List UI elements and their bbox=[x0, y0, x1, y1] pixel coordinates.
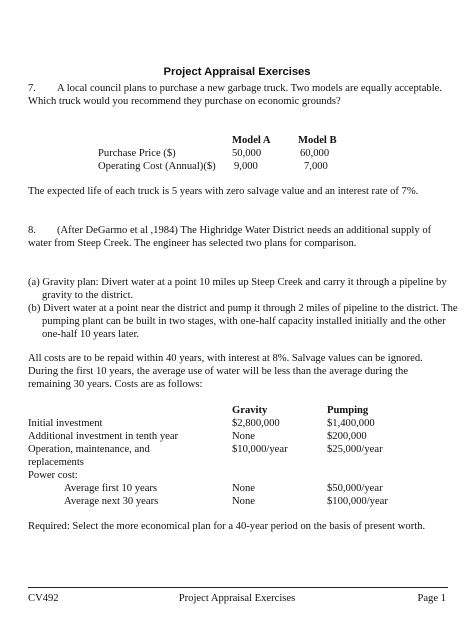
q8-row-pumping: $100,000/year bbox=[327, 496, 388, 507]
q7-header-model-b: Model B bbox=[298, 135, 337, 146]
q8-row-label: Operation, maintenance, and bbox=[28, 444, 150, 455]
q8-header-pumping: Pumping bbox=[327, 405, 369, 416]
question-7 bbox=[28, 82, 448, 108]
q8-row-label: Additional investment in tenth year bbox=[28, 431, 179, 442]
q7-row-value-a: 9,000 bbox=[234, 161, 258, 172]
question-7-text: A local council plans to purchase a new garbage truck. Two models are equally acceptable. Which truck would you recommend they purchase on economic grounds? bbox=[28, 83, 442, 107]
q8-header-gravity: Gravity bbox=[232, 405, 268, 416]
q8-costs-text: All costs are to be repaid within 40 years, with interest at 8%. Salvage values can be ignored. During the first 10 years, the average use of water will be less than the average during the remaining 30 years. Costs are as follows: bbox=[28, 353, 423, 390]
q8-row-gravity: None bbox=[232, 431, 255, 442]
q7-row-label: Purchase Price ($) bbox=[98, 148, 176, 159]
q8-plan-a: (a) Gravity plan: Divert water at a point 10 miles up Steep Creek and carry it through a pipeline by gravity to the district. bbox=[28, 277, 447, 301]
q8-row-label: Power cost: bbox=[28, 470, 78, 481]
q8-row-gravity: None bbox=[232, 496, 255, 507]
q7-header-model-a: Model A bbox=[232, 135, 271, 146]
q8-row-label: Average next 30 years bbox=[64, 496, 159, 507]
q8-row-pumping: $25,000/year bbox=[327, 444, 383, 455]
q8-row-label: Initial investment bbox=[28, 418, 103, 429]
q8-row-pumping: $50,000/year bbox=[327, 483, 383, 494]
q8-row-label: replacements bbox=[28, 457, 84, 468]
q8-required: Required: Select the more economical plan for a 40-year period on the basis of present worth. bbox=[28, 521, 426, 532]
footer-page-number: Page 1 bbox=[417, 593, 446, 604]
q8-row-gravity: None bbox=[232, 483, 255, 494]
q7-row-value-b: 60,000 bbox=[300, 148, 330, 159]
question-8 bbox=[28, 224, 448, 250]
footer-course-code: CV492 bbox=[28, 593, 59, 604]
question-8-text: (After DeGarmo et al ,1984) The Highridge Water District needs an additional supply of water from Steep Creek. The engineer has selected two plans for comparison. bbox=[28, 225, 432, 249]
q8-row-gravity: $10,000/year bbox=[232, 444, 288, 455]
q8-row-pumping: $1,400,000 bbox=[327, 418, 375, 429]
q8-plan-b: (b) Divert water at a point near the district and pump it through 2 miles of pipeline to the district. The pumping plant can be built in two stages, with one-half capacity installed initially and the other one-half 10 years later. bbox=[28, 303, 458, 340]
q7-row-value-b: 7,000 bbox=[304, 161, 328, 172]
q7-row-label: Operating Cost (Annual)($) bbox=[98, 161, 216, 172]
page-title: Project Appraisal Exercises bbox=[163, 66, 311, 78]
footer-title: Project Appraisal Exercises bbox=[178, 593, 296, 604]
q8-row-gravity: $2,800,000 bbox=[232, 418, 280, 429]
question-8-number: 8. bbox=[28, 225, 36, 236]
q7-row-value-a: 50,000 bbox=[232, 148, 262, 159]
q8-row-label: Average first 10 years bbox=[64, 483, 158, 494]
footer-divider bbox=[28, 587, 448, 588]
question-7-number: 7. bbox=[28, 83, 36, 94]
q8-row-pumping: $200,000 bbox=[327, 431, 367, 442]
q7-note: The expected life of each truck is 5 years with zero salvage value and an interest rate of 7%. bbox=[28, 186, 419, 197]
